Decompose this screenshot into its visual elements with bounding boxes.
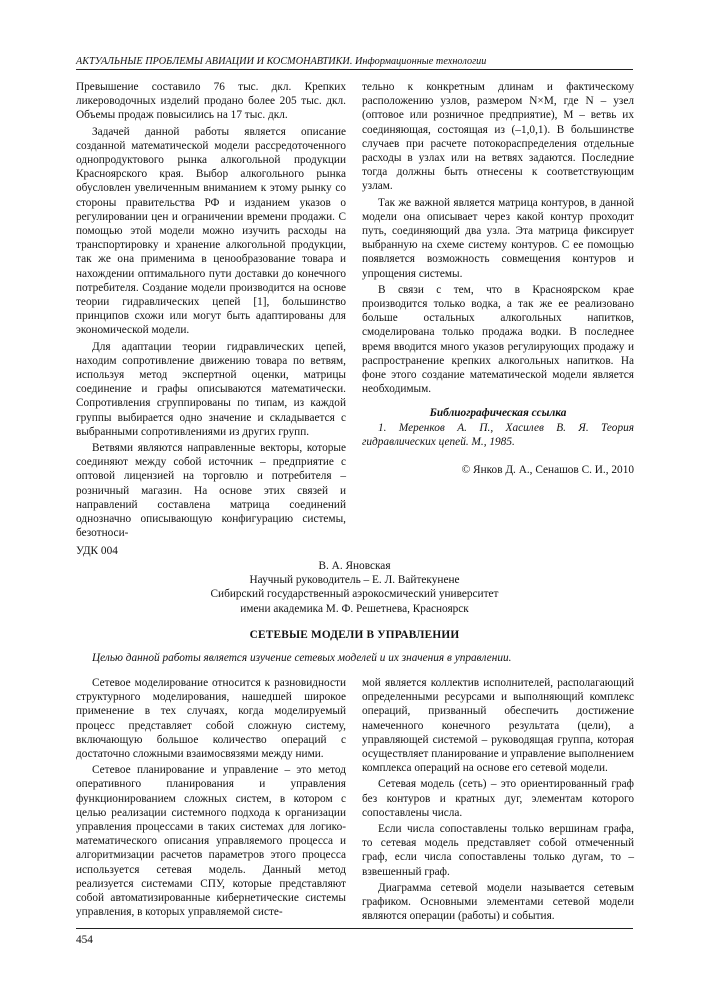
prev-article-left-column — [76, 80, 346, 541]
supervisor-line: Научный руководитель – Е. Л. Вайтекунене — [249, 574, 460, 587]
paragraph: Для адаптации теории гидравлических цепей, находим сопротивление движению товара по ветвям, используя метод экспертной оценки, матрицы соединение и графы описываются математически. Сопротивления сгруппированы по типам, из каждой группы выбирается одно значение и складывается с выбранными сопротивлениями из других групп. — [76, 340, 346, 438]
header-rule — [76, 69, 633, 70]
bibliography-item: 1. Меренков А. П., Хасилев В. Я. Теория гидравлических цепей. М., 1985. — [362, 421, 634, 448]
paragraph: Превышение составило 76 тыс. дкл. Крепких ликероводочных изделий продано более 205 тыс. дкл. Объемы продаж повысились на 17 тыс. дкл. — [76, 81, 346, 122]
university-name-line: имени академика М. Ф. Решетнева, Красноярск — [240, 602, 469, 615]
university-line: Сибирский государственный аэрокосмический университет — [210, 588, 499, 601]
running-header: АКТУАЛЬНЫЕ ПРОБЛЕМЫ АВИАЦИИ И КОСМОНАВТИКИ. Информационные технологии — [76, 56, 487, 67]
udk-code: УДК 004 — [76, 545, 118, 557]
paragraph: Сетевая модель (сеть) – это ориентированный граф без контуров и кратных дуг, элементам которого сопоставлены числа. — [362, 778, 634, 819]
article-right-column — [362, 676, 634, 923]
author-name: В. А. Яновская — [318, 560, 391, 572]
page-number: 454 — [76, 934, 93, 946]
paragraph: Так же важной является матрица контуров, в данной модели она описывает через какой контур проходит путь, соединяющий два узла. Эта матрица фиксирует выбранную на схеме систему контуров. С ее помощью появляется возможность совмещения контуров и упрощения системы. — [362, 196, 634, 280]
footer-rule — [76, 928, 633, 929]
article-credits — [76, 559, 633, 616]
paragraph: Диаграмма сетевой модели называется сетевым графиком. Основными элементами сетевой модели являются операции (работы) и события. — [362, 881, 634, 923]
paragraph: Если числа сопоставлены только вершинам графа, то сетевая модель представляет собой отмеченный граф, если числа сопоставлены только дугам, то – взвешенный граф. — [362, 823, 634, 878]
paragraph: мой является коллектив исполнителей, располагающий определенными ресурсами и выполняющий комплекс операций, призванный обеспечить достижение намеченного конечного результата (цели), а управляющей системой – руководящая группа, которая осуществляет планирование и управление выполнением комплекса операций на основе его сетевой модели. — [362, 677, 634, 775]
paragraph: Сетевое планирование и управление – это метод оперативного планирования и управления функционированием сложных систем, в котором с целью реализации системного подхода к организации управления процессами в таких системах для логико-математического описания управляемого процесса и алгоритмизации расчетов параметров этого процесса используется сетевая модель. Данный метод реализуется системами СПУ, которые представляют собой автоматизированные кибернетические системы управления, в которых управляемой систе- — [76, 764, 346, 919]
article-title: СЕТЕВЫЕ МОДЕЛИ В УПРАВЛЕНИИ — [249, 629, 460, 641]
paragraph: Ветвями являются направленные векторы, которые соединяют между собой источник – предприятие с оптовой лицензией на торговлю и потребителя – розничный магазин. На основе этих связей и направлений составлена матрица соединений однозначно описывающую конфигурацию системы, безотноси- — [76, 442, 346, 540]
paragraph: тельно к конкретным длинам и фактическому расположению узлов, размером N×M, где N – узел (оптовое или розничное предприятие), M – ветвь их соединяющая, состоящая из (–1,0,1). В большинстве случаев при расчете потокораспределения отдельные расходы в узлах или на ветвях задаются. Последние тогда должны быть отнесены к соответствующим узлам. — [362, 81, 634, 193]
bibliography-heading: Библиографическая ссылка — [429, 407, 567, 420]
paragraph: В связи с тем, что в Красноярском крае производится только водка, а так же ее реализовано больше остальных алкогольных напитков, смоделирована только продажа водки. В последнее время вводится много указов регулирующих продажу и распространение крепких алкогольных напитков. На фоне этого создание математической модели является необходимым. — [362, 283, 634, 396]
prev-article-right-column — [362, 80, 634, 477]
article-left-column — [76, 676, 346, 919]
paragraph: Задачей данной работы является описание созданной математической модели рассредоточенного однопродуктового рынка алкогольной продукции Красноярского края. Выбор алкогольного рынка обусловлен увеличенным вниманием к этому рынку со стороны правительства РФ и изданием указов о регулировании цен и ограничении времени продажи. С помощью этой модели можно изучить расходы на транспортировку и хранение алкогольной продукции, так же она применима в ценообразование товара и нахождении оптимального пути доставки до конечного потребителя. Создание модели производится на основе теории гидравлических цепей [1], большинство принципов схожи или могут быть адаптированы для экономической модели. — [76, 125, 346, 337]
article-abstract: Целью данной работы является изучение сетевых моделей и их значения в управлении. — [92, 652, 512, 664]
copyright-line: © Янков Д. А., Сенашов С. И., 2010 — [461, 464, 634, 477]
paragraph: Сетевое моделирование относится к разновидности структурного моделирования, нашедшей широкое применение в тех случаях, когда моделируемый процесс представляет собой сложную систему, включающую большое количество операций с достаточно сложными взаимосвязями между ними. — [76, 677, 346, 761]
